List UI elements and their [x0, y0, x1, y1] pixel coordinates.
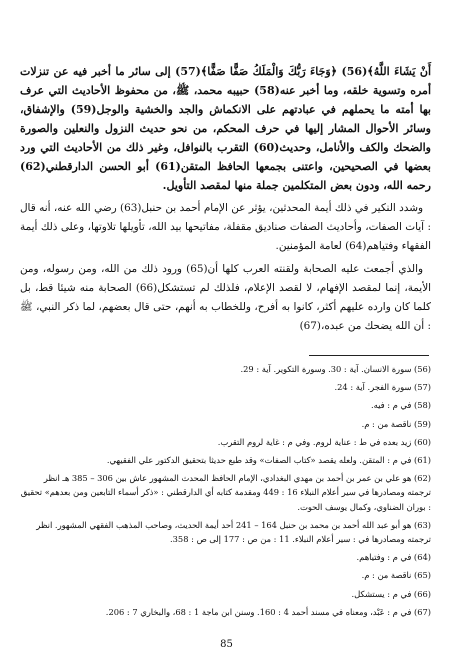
- footnote-56: (56) سورة الانسان. آية : 30. وسورة التكوير. آية : 29.: [240, 364, 431, 374]
- paragraph-2: وشدد النكير في ذلك أيمة المحدثين، يؤثر عن الإمام أحمد بن حنبل(63) رضي الله عنه، أنه قال : آيات الصفات، وأحاديث الصفات صناديق مقفلة، مفاتيحها بيد الله، تأويلها تلاوتها، وعلى ذلك أيمة الفقهاء وفتياهم(64) لعامة المؤمنين.: [20, 202, 431, 252]
- footnote-separator: [309, 355, 429, 356]
- footnote-67: (67) في م : عَبْد، ومعناه في مسند أحمد 4 : 160. وسنن ابن ماجة 1 : 68، والبخاري 7 : 206.: [105, 606, 431, 617]
- paragraph-1: أَنْ يَشَاءَ اللَّهُ﴾(56) ﴿وَجَاءَ رَبُّكَ وَالْمَلَكُ صَفًّا صَفًّا﴾(57) إلى سائر ما أخبر فيه عن تنزلات أمره وتسوية خلقه، وما أخبر عنه(58) حبيبه محمد، ﷺ، من محفوظ الأحاديث التي عرف بها أمته ما يحملهم في عبادتهم على الانكماش والجد والخشية والوجل(59) والإشفاق، وسائر الأحوال المشار إليها في حرف المحكم، من نحو حديث النزول والنعلين والصورة والضحك والكف والأنامل، وحديث(60) التقرب بالنوافل، وغير ذلك من الأحاديث التي ورد بعضها في الصحيحين، واعتنى بجمعها الحافظ المتقن(61) أبو الحسن الدارقطني(62) رحمه الله، ودون بعض المتكلمين جملة منها لمقصد التأويل.: [20, 65, 432, 192]
- paragraph-3: والذي أجمعت عليه الصحابة ولقنته العرب كلها أن(65) ورود ذلك من الله، ومن رسوله، ومن الأيمة، إنما لمقصد الإفهام، لا لقصد الإعلام، فلذلك لم تستشكل(66) الصحابة منه شيئا قط، بل كلما كان وارده عليهم أكثر، كانوا به أفرح، وللخطاب به أنهم، حتى قال بعضهم، لما ذكر النبي، ﷺ : أن الله يضحك من عبده،(67): [20, 263, 432, 332]
- footnote-61: (61) في م : المتقن. ولعله يقصد «كتاب الصفات» وقد طبع حديثا بتحقيق الدكتور علي الفقيهي.: [106, 455, 431, 466]
- footnote-60: (60) زيد بعده في ط : عناية لروم. وفي م : غاية لروم التقرب.: [217, 436, 431, 447]
- footnote-57: (57) سورة الفجر. آية : 24.: [334, 382, 431, 393]
- footnote-66: (66) في م : يستشكل.: [351, 588, 431, 599]
- footnote-59: (59) ناقصة من : م.: [361, 418, 431, 429]
- page-number: 85: [220, 639, 233, 650]
- footnote-63: (63) هو أبو عبد الله أحمد بن محمد بن حنبل 164 – 241 أحد أيمة الحديث، وصاحب المذهب الفقهي المشهور. انظر ترجمته ومصادرها في : سير أعلام النبلاء. 11 : من ص : 177 إلى ص : 358.: [36, 519, 431, 545]
- footnote-62: (62) هو علي بن عمر بن أحمد بن مهدي البغدادي، الإمام الحافظ المحدث المشهور عاش بين 306 – 385 هـ انظر ترجمته ومصادرها في سير أعلام النبلاء 16 : 449 ومقدمة كتابه أي الدارقطني : «ذكر أسماء التابعين ومن بعدهم» تحقيق : بوران الضناوي، وكمال يوسف الحوت.: [20, 473, 431, 512]
- footnote-64: (64) في م : وفتياهم.: [356, 552, 431, 563]
- footnote-58: (58) في م : فيه.: [371, 400, 431, 411]
- footnote-65: (65) ناقصة من : م.: [361, 570, 431, 581]
- footnotes: [18, 362, 431, 623]
- main-text: [20, 62, 431, 336]
